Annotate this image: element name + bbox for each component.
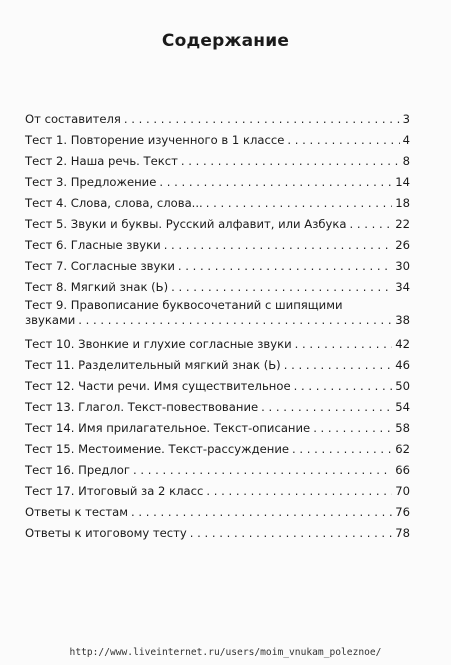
toc-entry-page: 22 [395,217,410,231]
toc-entry[interactable] [25,256,410,277]
toc-entry-label: Тест 12. Части речи. Имя существительное [25,379,291,393]
dot-leader [131,505,392,520]
toc-entry[interactable] [25,298,410,334]
page-title: Содержание [161,31,290,51]
toc-entry-page: 4 [402,133,410,147]
dot-leader [171,280,392,295]
toc-entry-page: 8 [402,154,410,168]
toc-entry-label: Тест 2. Наша речь. Текст [25,154,178,168]
toc-entry-label: Ответы к итоговому тесту [25,526,187,540]
toc-entry-label: Тест 7. Согласные звуки [25,259,175,273]
toc-entry[interactable] [25,151,410,172]
toc-entry-page: 58 [395,421,410,435]
dot-leader [164,238,393,253]
dot-leader [190,526,392,541]
toc-entry-label: Тест 1. Повторение изученного в 1 классе [25,133,285,147]
dot-leader [284,358,393,373]
dot-leader [287,133,399,148]
toc-entry-page: 50 [395,379,410,393]
toc-entry-page: 38 [395,313,410,327]
toc-entry-label: От составителя [25,112,121,126]
toc-entry-label: Ответы к тестам [25,505,128,519]
toc-entry-label: Тест 16. Предлог [25,463,130,477]
toc-entry-page: 78 [395,526,410,540]
toc-entry-label: Тест 4. Слова, слова, слова... [25,196,203,210]
toc-entry-label: Тест 10. Звонкие и глухие согласные звуки [25,337,292,351]
toc-entry[interactable] [25,439,410,460]
toc-entry[interactable] [25,277,410,298]
toc-entry[interactable] [25,460,410,481]
source-url-watermark: http://www.liveinternet.ru/users/moim_vnukam_poleznoe/ [69,647,382,658]
toc-entry[interactable] [25,172,410,193]
toc-entry-label: Тест 13. Глагол. Текст-повествование [25,400,259,414]
table-of-contents [25,109,410,544]
dot-leader [124,112,400,127]
toc-entry-page: 42 [395,337,410,351]
toc-entry[interactable] [25,355,410,376]
toc-entry-page: 18 [395,196,410,210]
toc-entry-label: Тест 5. Звуки и буквы. Русский алфавит, или Азбука [25,217,347,231]
toc-entry[interactable] [25,397,410,418]
toc-entry[interactable] [25,334,410,355]
toc-entry[interactable] [25,502,410,523]
toc-entry[interactable] [25,523,410,544]
toc-entry[interactable] [25,130,410,151]
toc-entry[interactable] [25,214,410,235]
toc-entry-label: Тест 9. Правописание буквосочетаний с шипящими [25,298,343,312]
toc-entry[interactable] [25,193,410,214]
toc-entry-page: 70 [395,484,410,498]
dot-leader [206,196,392,211]
toc-entry-label: Тест 15. Местоимение. Текст-рассуждение [25,442,289,456]
toc-entry-page: 54 [395,400,410,414]
dot-leader [178,259,392,274]
dot-leader [261,400,392,415]
toc-entry[interactable] [25,481,410,502]
dot-leader [133,463,392,478]
toc-entry-page: 46 [395,358,410,372]
toc-entry-page: 26 [395,238,410,252]
dot-leader [78,313,392,328]
dot-leader [159,175,392,190]
toc-entry[interactable] [25,109,410,130]
toc-entry-page: 14 [395,175,410,189]
toc-entry-label-continued: звуками [25,313,76,327]
toc-entry-label: Тест 17. Итоговый за 2 класс [25,484,204,498]
toc-entry-label: Тест 6. Гласные звуки [25,238,161,252]
dot-leader [206,484,392,499]
dot-leader [349,217,392,232]
toc-entry-label: Тест 11. Разделительный мягкий знак (Ь) [25,358,281,372]
toc-entry-page: 76 [395,505,410,519]
toc-entry-label: Тест 14. Имя прилагательное. Текст-описание [25,421,311,435]
dot-leader [181,154,400,169]
toc-entry-page: 62 [395,442,410,456]
toc-entry[interactable] [25,376,410,397]
dot-leader [313,421,392,436]
toc-entry[interactable] [25,235,410,256]
dot-leader [294,379,393,394]
toc-entry-label: Тест 8. Мягкий знак (Ь) [25,280,169,294]
dot-leader [295,337,393,352]
toc-entry-page: 3 [402,112,410,126]
dot-leader [292,442,392,457]
toc-entry-page: 34 [395,280,410,294]
toc-entry-page: 30 [395,259,410,273]
toc-entry-label: Тест 3. Предложение [25,175,157,189]
toc-entry[interactable] [25,418,410,439]
toc-entry-page: 66 [395,463,410,477]
